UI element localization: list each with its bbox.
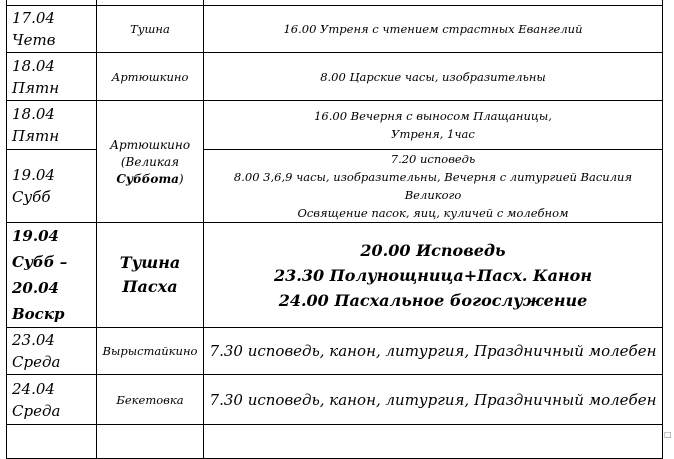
place-cell: Тушна xyxy=(97,6,204,53)
table-row xyxy=(7,328,663,375)
feast-name: Пасха xyxy=(122,277,178,296)
date: 19.04 xyxy=(12,166,55,184)
service-cell xyxy=(204,425,663,459)
weekday: Пятн xyxy=(12,127,60,145)
date-cell xyxy=(7,6,97,53)
date-cell xyxy=(7,223,97,328)
place-cell: Бекетовка xyxy=(97,375,204,425)
place-name: Тушна xyxy=(119,253,181,272)
place-cell xyxy=(97,425,204,459)
table-row xyxy=(7,375,663,425)
date: 19.04 xyxy=(12,227,59,245)
date-cell xyxy=(7,53,97,101)
table-row xyxy=(7,425,663,459)
date: 24.04 xyxy=(12,379,55,398)
weekday: Четв xyxy=(12,31,56,49)
date: 18.04 xyxy=(12,105,55,123)
place-cell xyxy=(97,223,204,328)
table-row xyxy=(7,101,663,150)
table-row xyxy=(7,6,663,53)
place-cell xyxy=(97,101,204,223)
date-cell xyxy=(7,150,97,223)
paragraph-mark: □ xyxy=(664,430,672,439)
service-line: 8.00 3,6,9 часы, изобразительны, Вечерня с литургией Василия Великого xyxy=(233,170,633,202)
service-line: 23.30 Полунощница+Пасх. Канон xyxy=(274,265,592,285)
weekday: Пятн xyxy=(12,78,60,97)
weekday: Среда xyxy=(12,401,61,420)
date-cell xyxy=(7,328,97,375)
service-cell: 16.00 Утреня с чтением страстных Евангелий xyxy=(204,6,663,53)
date: 17.04 xyxy=(12,9,55,27)
service-cell xyxy=(204,101,663,150)
schedule-table xyxy=(6,0,663,459)
weekday: Воскр xyxy=(12,305,65,323)
date-cell xyxy=(7,101,97,150)
date: 18.04 xyxy=(12,56,55,75)
place-note-line2 xyxy=(97,171,203,188)
service-cell: 8.00 Царские часы, изобразительны xyxy=(204,53,663,101)
service-line: 20.00 Исповедь xyxy=(360,240,506,260)
service-line: 24.00 Пасхальное богослужение xyxy=(278,290,588,310)
table-row xyxy=(7,223,663,328)
service-cell: 7.30 исповедь, канон, литургия, Праздничный молебен xyxy=(204,328,663,375)
place-note xyxy=(97,154,203,171)
date-cell xyxy=(7,375,97,425)
place-cell: Артюшкино xyxy=(97,53,204,101)
weekday: Субб xyxy=(12,188,51,206)
service-line: 7.20 исповедь xyxy=(390,152,476,166)
service-cell xyxy=(204,223,663,328)
service-line: Освящение пасок, яиц, куличей с молебном xyxy=(297,206,569,220)
place-name: Артюшкино xyxy=(109,137,191,152)
date-cell xyxy=(7,425,97,459)
service-line: 16.00 Вечерня с выносом Плащаницы, xyxy=(314,109,552,123)
weekday: Среда xyxy=(12,353,61,371)
date: 20.04 xyxy=(12,279,59,297)
weekday: Субб – xyxy=(12,253,68,271)
place-note-word: Суббота xyxy=(116,171,179,186)
place-cell: Вырыстайкино xyxy=(97,328,204,375)
service-line: Утреня, 1час xyxy=(391,127,475,141)
place-note-close: ) xyxy=(178,171,184,186)
table-row xyxy=(7,53,663,101)
service-cell xyxy=(204,150,663,223)
date: 23.04 xyxy=(12,331,55,349)
place-note-open: (Великая xyxy=(120,154,180,169)
service-cell: 7.30 исповедь, канон, литургия, Праздничный молебен xyxy=(204,375,663,425)
